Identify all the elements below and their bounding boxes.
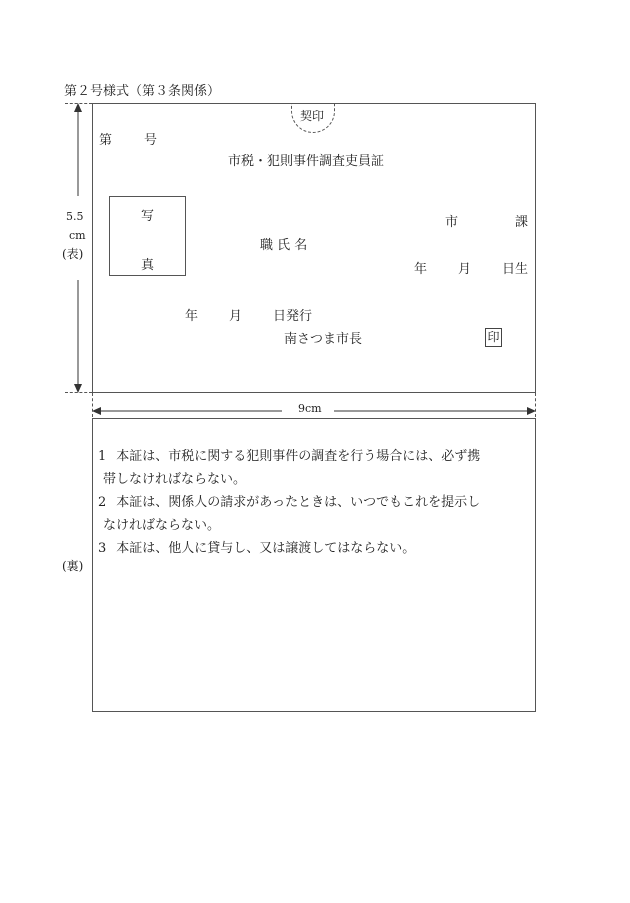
note-text-cont: なければならない。 (103, 518, 221, 533)
note-number: 2 (98, 495, 107, 510)
photo-label-top: 写 (141, 209, 155, 224)
issuer-name: 南さつま市長 (284, 332, 363, 347)
dept-city: 市 (445, 215, 459, 230)
form-title: 第２号様式（第３条関係） (64, 84, 221, 99)
name-label: 職 氏 名 (260, 238, 308, 253)
width-label: 9cm (298, 402, 322, 415)
note-text: 本証は、関係人の請求があったときは、いつでもこれを提示し (116, 495, 481, 510)
birth-year: 年 (414, 262, 428, 277)
height-value: 5.5 (66, 210, 84, 223)
birth-day: 日生 (502, 262, 529, 277)
height-unit: cm (69, 229, 86, 242)
birth-month: 月 (458, 262, 472, 277)
note-text: 本証は、市税に関する犯則事件の調査を行う場合には、必ず携 (116, 449, 481, 464)
card-title: 市税・犯則事件調査吏員証 (228, 154, 385, 169)
issue-year: 年 (185, 309, 199, 324)
note-2 (98, 491, 480, 537)
tally-seal-label: 契印 (300, 109, 325, 123)
seal-mark: 印 (485, 328, 502, 347)
note-1 (98, 445, 480, 491)
note-text-cont: 帯しなければならない。 (103, 472, 247, 487)
issue-day: 日発行 (273, 309, 313, 324)
note-number: 1 (98, 449, 107, 464)
front-label: (表) (62, 247, 84, 261)
issue-month: 月 (229, 309, 243, 324)
back-label: (裏) (62, 559, 84, 573)
note-text: 本証は、他人に貸与し、又は譲渡してはならない。 (116, 541, 416, 556)
dept-section: 課 (515, 215, 529, 230)
photo-label-bottom: 真 (141, 258, 155, 273)
number-prefix: 第 (99, 133, 113, 148)
note-number: 3 (98, 541, 107, 556)
number-suffix: 号 (144, 133, 158, 148)
note-3 (98, 537, 415, 560)
